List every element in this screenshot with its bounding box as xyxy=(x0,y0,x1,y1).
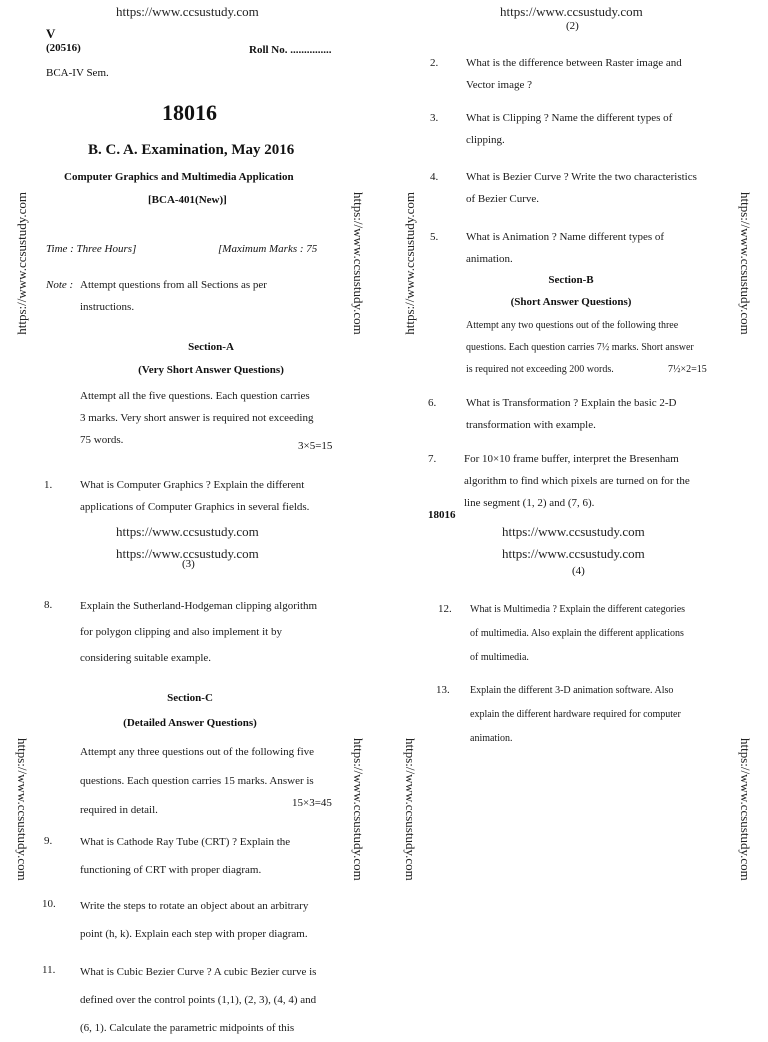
question-5-line-2: animation. xyxy=(466,253,513,265)
question-1-text xyxy=(80,474,342,518)
exam-title: B. C. A. Examination, May 2016 xyxy=(88,142,295,158)
question-10-text xyxy=(80,892,342,948)
section-a-marks: 3×5=15 xyxy=(298,440,333,452)
question-10-line-2: point (h, k). Explain each step with proper diagram. xyxy=(80,928,308,940)
section-c-instructions-line-1: Attempt any three questions out of the following five xyxy=(80,746,315,758)
watermark-vertical-center-right-bottom: https://www.ccsustudy.com xyxy=(403,738,418,881)
watermark-vertical-center-right-top: https://www.ccsustudy.com xyxy=(402,192,417,335)
question-13-line-2: explain the different hardware required for computer xyxy=(470,709,681,720)
question-7-text xyxy=(464,448,722,514)
question-3-text xyxy=(466,107,722,151)
question-10-number: 10. xyxy=(42,898,56,910)
question-12-line-1: What is Multimedia ? Explain the different categories xyxy=(470,604,686,615)
section-a-subheading: (Very Short Answer Questions) xyxy=(138,364,284,376)
question-9-line-2: functioning of CRT with proper diagram. xyxy=(80,864,262,876)
question-2-line-2: Vector image ? xyxy=(466,79,532,91)
note-text xyxy=(80,274,342,318)
question-12-line-2: of multimedia. Also explain the different applications xyxy=(470,628,684,639)
question-4-line-2: of Bezier Curve. xyxy=(466,193,539,205)
question-11-line-3: (6, 1). Calculate the parametric midpoints of this xyxy=(80,1022,295,1034)
question-2-text xyxy=(466,52,722,96)
question-1-line-1: What is Computer Graphics ? Explain the different xyxy=(80,479,305,491)
section-c-marks: 15×3=45 xyxy=(292,797,332,809)
section-c-instructions-line-3: required in detail. xyxy=(80,804,158,816)
question-13-line-3: animation. xyxy=(470,733,513,744)
question-3-line-2: clipping. xyxy=(466,134,505,146)
note-text-line-1: Attempt questions from all Sections as per xyxy=(80,279,267,291)
top-mark: V xyxy=(46,26,56,41)
question-13-number: 13. xyxy=(436,684,450,696)
question-5-line-1: What is Animation ? Name different types of xyxy=(466,231,665,243)
question-2-line-1: What is the difference between Raster image and xyxy=(466,57,682,69)
question-7-line-3: line segment (1, 2) and (7, 6). xyxy=(464,497,595,509)
watermark-url-top-right: https://www.ccsustudy.com xyxy=(500,4,643,19)
paper-code-number: (20516) xyxy=(46,42,81,54)
section-b-heading: Section-B xyxy=(548,274,594,286)
question-6-line-2: transformation with example. xyxy=(466,419,596,431)
section-c-heading: Section-C xyxy=(167,692,213,704)
question-3-number: 3. xyxy=(430,112,439,124)
section-a-instructions-line-1: Attempt all the five questions. Each question carries xyxy=(80,390,310,402)
question-10-line-1: Write the steps to rotate an object about an arbitrary xyxy=(80,900,309,912)
question-11-line-1: What is Cubic Bezier Curve ? A cubic Bezier curve is xyxy=(80,966,317,978)
question-3-line-1: What is Clipping ? Name the different types of xyxy=(466,112,673,124)
question-9-number: 9. xyxy=(44,835,53,847)
maximum-marks: [Maximum Marks : 75 xyxy=(218,243,318,255)
question-4-number: 4. xyxy=(430,171,439,183)
question-8-number: 8. xyxy=(44,599,53,611)
question-4-text xyxy=(466,166,722,210)
watermark-vertical-center-left-bottom: https://www.ccsustudy.com xyxy=(351,738,366,881)
watermark-vertical-left-top: https://www.ccsustudy.com xyxy=(14,192,29,335)
question-7-number: 7. xyxy=(428,453,437,465)
section-b-subheading: (Short Answer Questions) xyxy=(510,296,632,308)
section-b-marks: 7½×2=15 xyxy=(668,364,707,375)
section-c-subheading: (Detailed Answer Questions) xyxy=(123,717,257,729)
watermark-vertical-right-bottom: https://www.ccsustudy.com xyxy=(738,738,753,881)
section-a-instructions-line-2: 3 marks. Very short answer is required not exceeding xyxy=(80,412,314,424)
question-8-text xyxy=(80,593,342,671)
question-1-line-2: applications of Computer Graphics in several fields. xyxy=(80,501,310,513)
question-6-number: 6. xyxy=(428,397,437,409)
question-7-line-1: For 10×10 frame buffer, interpret the Bresenham xyxy=(464,453,679,465)
roll-number: Roll No. ............... xyxy=(249,44,332,56)
question-8-line-1: Explain the Sutherland-Hodgeman clipping algorithm xyxy=(80,600,318,612)
subject-code: [BCA-401(New)] xyxy=(148,194,227,206)
page-number-3: (3) xyxy=(182,558,195,570)
question-11-text xyxy=(80,958,342,1034)
question-1-number: 1. xyxy=(44,479,53,491)
section-b-instructions-line-3: is required not exceeding 200 words. xyxy=(466,364,614,375)
question-13-line-1: Explain the different 3-D animation software. Also xyxy=(470,685,674,696)
question-12-number: 12. xyxy=(438,603,452,615)
question-12-text xyxy=(470,598,726,670)
subject-title: Computer Graphics and Multimedia Application xyxy=(64,171,294,183)
question-4-line-1: What is Bezier Curve ? Write the two characteristics xyxy=(466,171,697,183)
question-9-line-1: What is Cathode Ray Tube (CRT) ? Explain the xyxy=(80,836,291,848)
question-5-number: 5. xyxy=(430,231,439,243)
watermark-vertical-left-bottom: https://www.ccsustudy.com xyxy=(15,738,30,881)
section-c-instructions xyxy=(80,738,342,825)
time-allowed: Time : Three Hours] xyxy=(46,243,137,255)
question-8-line-2: for polygon clipping and also implement it by xyxy=(80,626,282,638)
note-label: Note : xyxy=(46,279,74,291)
question-12-line-3: of multimedia. xyxy=(470,652,529,663)
question-9-text xyxy=(80,828,342,884)
question-6-text xyxy=(466,392,722,436)
question-2-number: 2. xyxy=(430,57,439,69)
question-11-line-2: defined over the control points (1,1), (2, 3), (4, 4) and xyxy=(80,994,317,1006)
section-a-instructions-line-3: 75 words. xyxy=(80,434,124,446)
paper-number: 18016 xyxy=(162,100,217,125)
watermark-url-mid-left-1: https://www.ccsustudy.com xyxy=(116,524,259,539)
footer-paper-code: 18016 xyxy=(428,509,456,521)
section-b-instructions-line-2: questions. Each question carries 7½ marks. Short answer xyxy=(466,342,694,353)
question-11-number: 11. xyxy=(42,964,56,976)
watermark-url-mid-left-2: https://www.ccsustudy.com xyxy=(116,546,259,561)
page-number-2: (2) xyxy=(566,20,579,32)
page-number-4: (4) xyxy=(572,565,585,577)
section-b-instructions-line-1: Attempt any two questions out of the following three xyxy=(466,320,679,331)
question-7-line-2: algorithm to find which pixels are turned on for the xyxy=(464,475,690,487)
question-13-text xyxy=(470,679,726,751)
watermark-url-top-left: https://www.ccsustudy.com xyxy=(116,4,259,19)
section-c-instructions-line-2: questions. Each question carries 15 marks. Answer is xyxy=(80,775,314,787)
question-8-line-3: considering suitable example. xyxy=(80,652,212,664)
watermark-url-mid-right-1: https://www.ccsustudy.com xyxy=(502,524,645,539)
question-5-text xyxy=(466,226,722,270)
watermark-url-mid-right-2: https://www.ccsustudy.com xyxy=(502,546,645,561)
question-6-line-1: What is Transformation ? Explain the basic 2-D xyxy=(466,397,677,409)
watermark-vertical-right-top: https://www.ccsustudy.com xyxy=(738,192,753,335)
section-a-heading: Section-A xyxy=(188,341,234,353)
semester: BCA-IV Sem. xyxy=(46,67,109,79)
watermark-vertical-center-left-top: https://www.ccsustudy.com xyxy=(351,192,366,335)
note-text-line-2: instructions. xyxy=(80,301,135,313)
